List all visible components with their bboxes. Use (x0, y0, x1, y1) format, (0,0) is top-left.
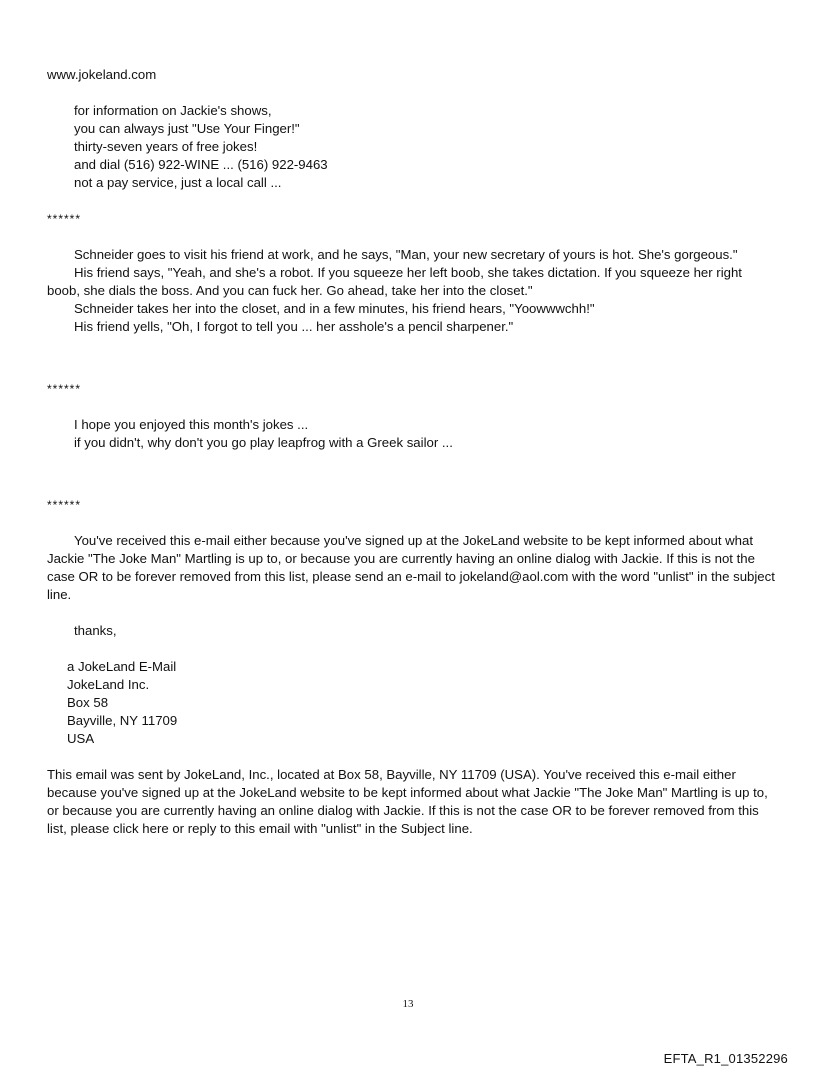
signature-line: Bayville, NY 11709 (67, 713, 178, 728)
spacer (47, 452, 777, 496)
spacer (47, 228, 777, 246)
closing-line: if you didn't, why don't you go play leapfrog with a Greek sailor ... (74, 435, 453, 450)
signature-block (47, 658, 777, 748)
spacer (47, 640, 777, 658)
separator: ****** (47, 212, 82, 226)
document-body (47, 66, 777, 838)
spacer (47, 748, 777, 766)
spacer (47, 514, 777, 532)
info-line: thirty-seven years of free jokes! (74, 139, 258, 154)
signature-line: JokeLand Inc. (67, 677, 150, 692)
spacer (47, 336, 777, 380)
info-line: and dial (516) 922-WINE ... (516) 922-9463 (74, 157, 328, 172)
thanks-line: thanks, (74, 623, 117, 638)
spacer (47, 84, 777, 102)
page-number: 13 (402, 998, 414, 1010)
joke-block (47, 246, 777, 336)
signature-line: a JokeLand E-Mail (67, 659, 177, 674)
spacer (47, 192, 777, 210)
spacer (47, 398, 777, 416)
joke-paragraph: His friend yells, "Oh, I forgot to tell you ... her asshole's a pencil sharpener." (74, 319, 514, 334)
unsubscribe-notice: You've received this e-mail either because you've signed up at the JokeLand website to be kept informed about what Jackie "The Joke Man" Martling is up to, or because you are currently having an online dialog with Jackie. If this is not the case OR to be forever removed from this list, please send an e-mail to jokeland@aol.com with the word "unlist" in the subject line. (47, 533, 775, 602)
spacer (47, 604, 777, 622)
info-block (47, 102, 777, 192)
bates-number: EFTA_R1_01352296 (663, 1051, 788, 1066)
footer-notice: This email was sent by JokeLand, Inc., located at Box 58, Bayville, NY 11709 (USA). You've received this e-mail either because you've signed up at the JokeLand website to be kept informed about what Jackie "The Joke Man" Martling is up to, or because you are currently having an online dialog with Jackie. If this is not the case OR to be forever removed from this list, please click here or reply to this email with "unlist" in the Subject line. (47, 767, 768, 836)
info-line: not a pay service, just a local call ... (74, 175, 282, 190)
info-line: you can always just "Use Your Finger!" (74, 121, 300, 136)
website-url: www.jokeland.com (47, 67, 157, 82)
signature-line: USA (67, 731, 95, 746)
signature-line: Box 58 (67, 695, 109, 710)
info-line: for information on Jackie's shows, (74, 103, 272, 118)
joke-paragraph: Schneider goes to visit his friend at work, and he says, "Man, your new secretary of yours is hot. She's gorgeous." (74, 247, 738, 262)
closing-line: I hope you enjoyed this month's jokes ... (74, 417, 309, 432)
closing-block (47, 416, 777, 452)
separator: ****** (47, 382, 82, 396)
joke-paragraph: His friend says, "Yeah, and she's a robot. If you squeeze her left boob, she takes dictation. If you squeeze her right boob, she dials the boss. And you can fuck her. Go ahead, take her into the closet." (47, 265, 742, 298)
separator: ****** (47, 498, 82, 512)
joke-paragraph: Schneider takes her into the closet, and in a few minutes, his friend hears, "Yoowwwchh!" (74, 301, 595, 316)
